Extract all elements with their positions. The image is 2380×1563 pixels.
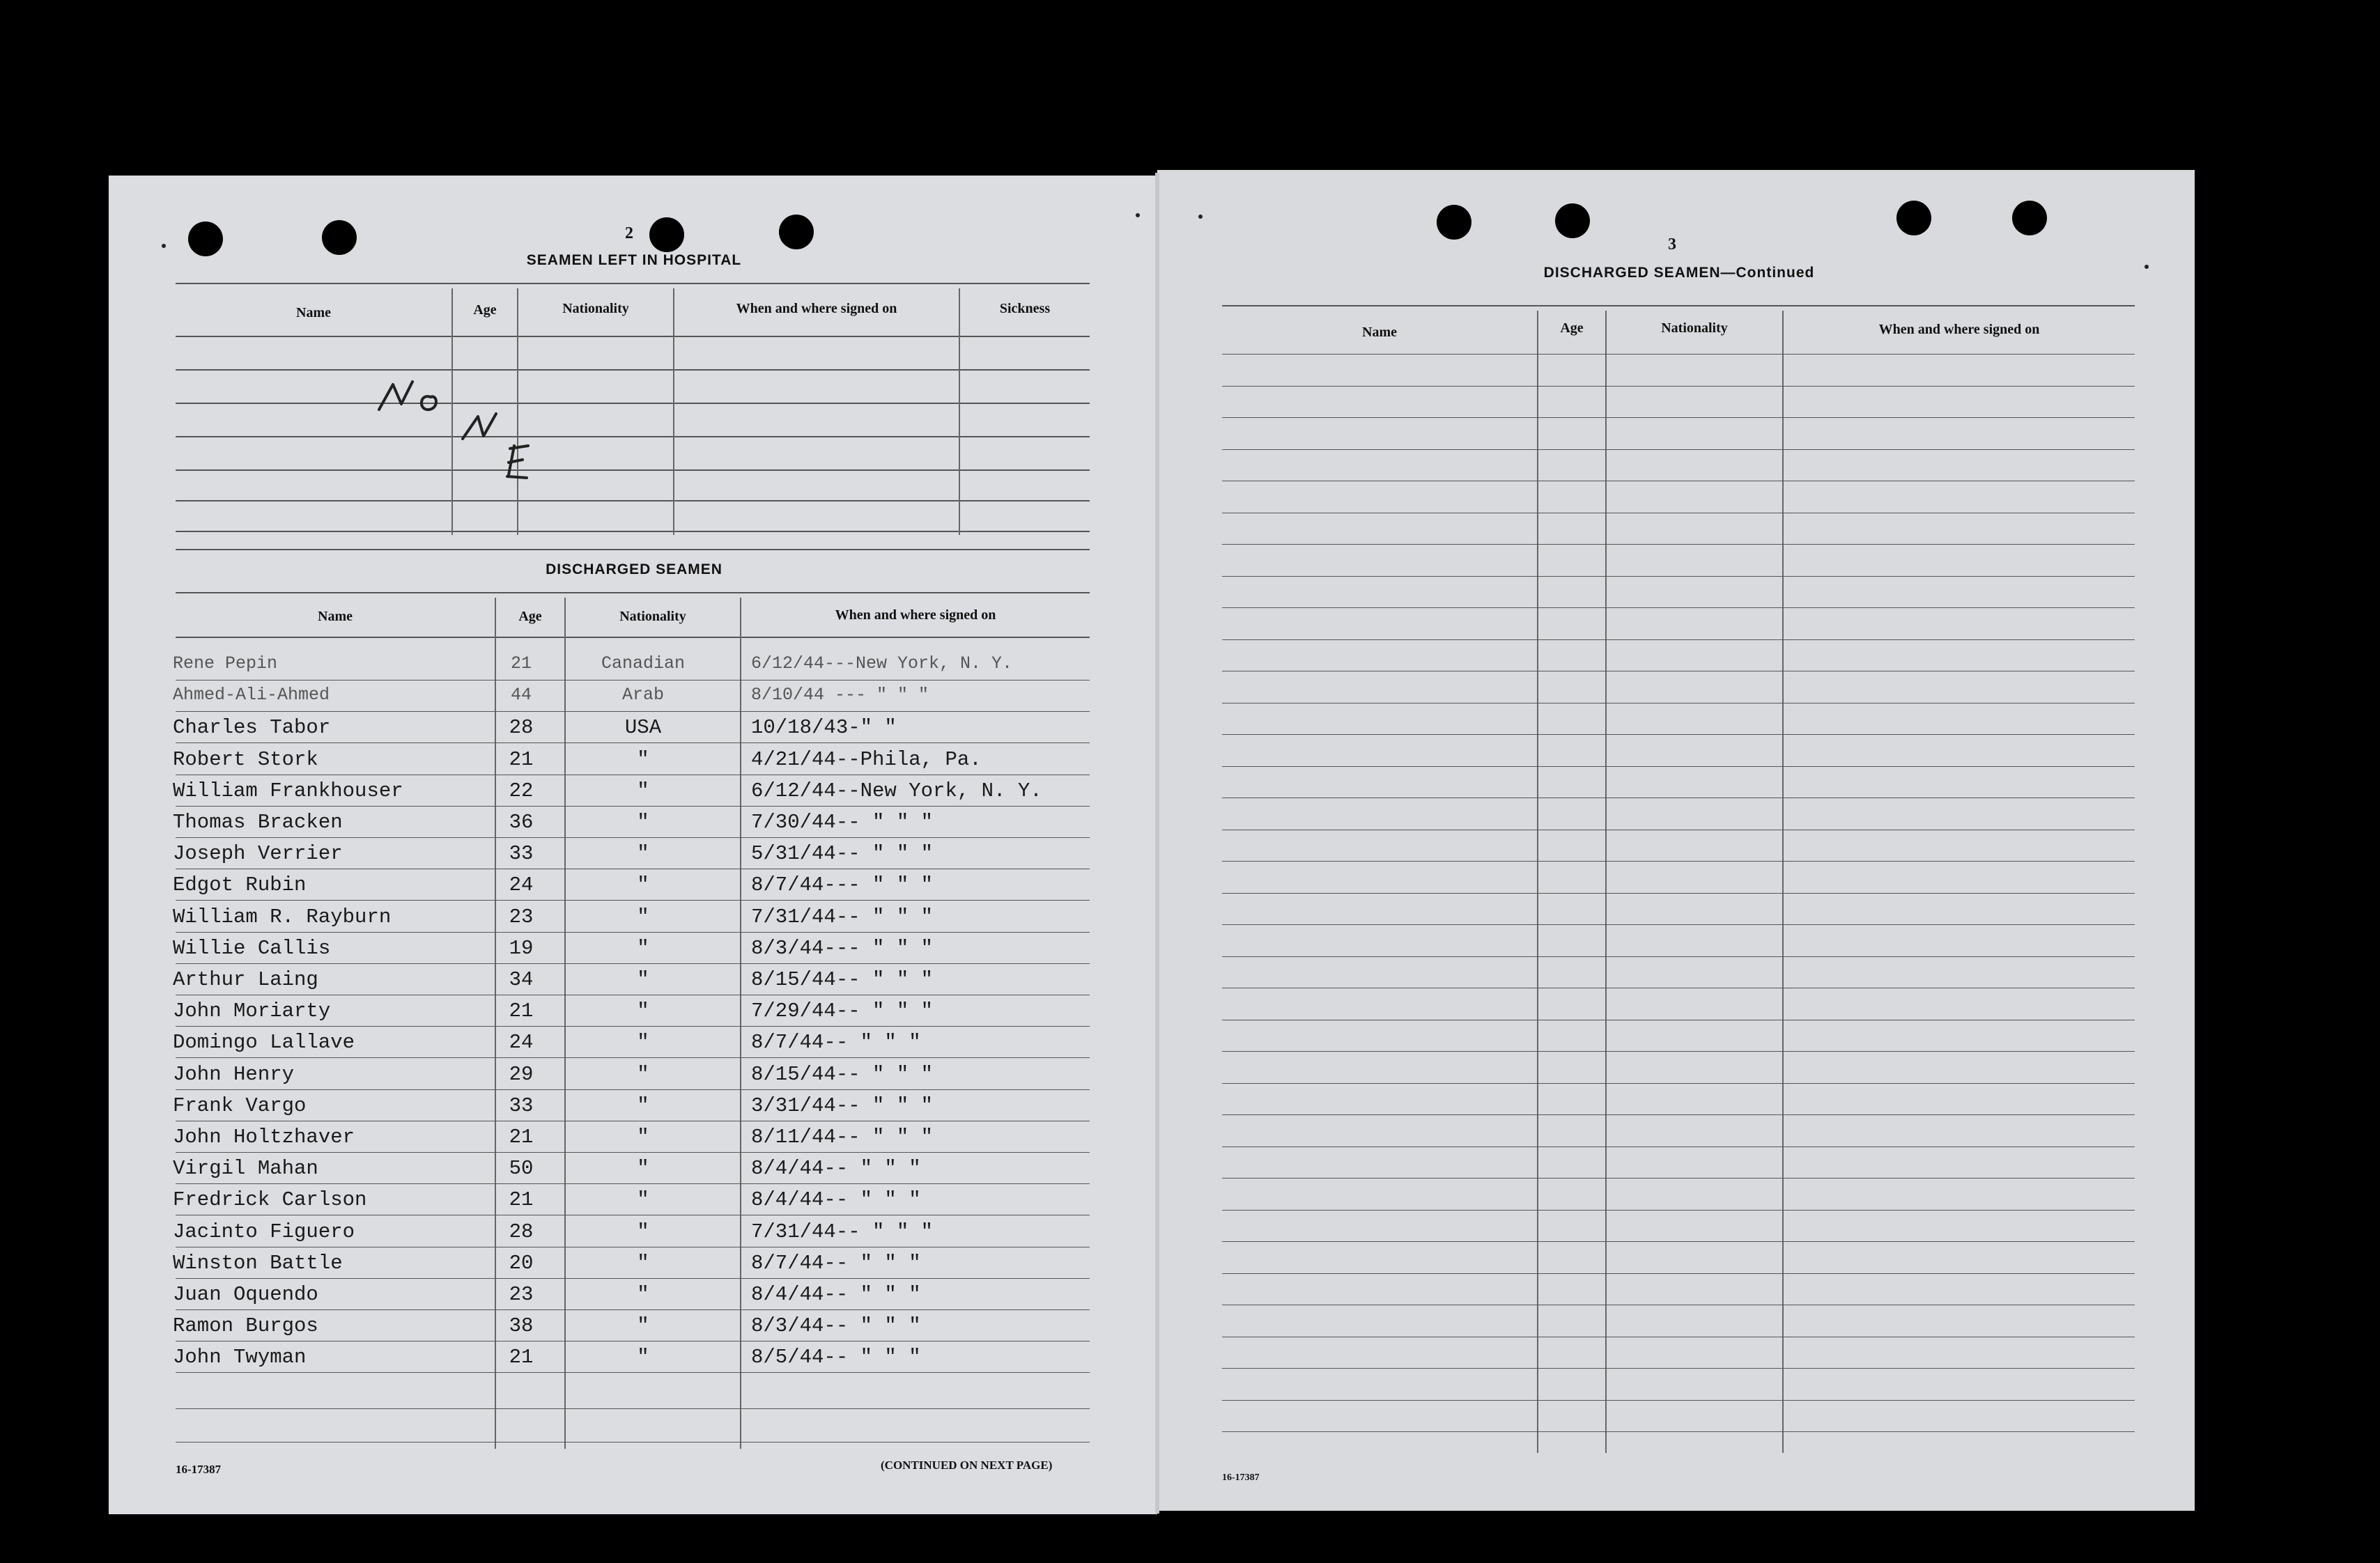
hospital-section-title: SEAMEN LEFT IN HOSPITAL xyxy=(526,252,742,268)
row-rule xyxy=(1222,417,2135,418)
row-rule xyxy=(176,1183,1090,1184)
row-when: 7/30/44-- " " " xyxy=(751,811,934,834)
row-nationality: " xyxy=(637,905,649,928)
row-nationality: " xyxy=(637,1252,649,1275)
hospital-table-rule xyxy=(176,469,1090,471)
row-when: 8/4/44-- " " " xyxy=(751,1157,921,1180)
row-rule xyxy=(1222,956,2135,957)
right-col-when: When and where signed on xyxy=(1878,322,2040,337)
row-rule xyxy=(1222,766,2135,767)
row-nationality: " xyxy=(637,1314,649,1337)
punch-hole xyxy=(649,217,684,252)
row-age: 19 xyxy=(509,937,534,960)
row-nationality: " xyxy=(637,1094,649,1117)
row-nationality: " xyxy=(637,937,649,960)
discharged-col-divider xyxy=(740,598,741,1449)
row-name: Domingo Lallave xyxy=(173,1031,355,1054)
right-col-divider xyxy=(1782,311,1784,1453)
hospital-table-rule xyxy=(176,531,1090,532)
row-age: 24 xyxy=(509,873,534,896)
row-age: 28 xyxy=(509,716,534,739)
row-rule xyxy=(1222,1051,2135,1052)
row-when: 5/31/44-- " " " xyxy=(751,842,934,865)
row-age: 36 xyxy=(509,811,534,834)
row-name: John Henry xyxy=(173,1063,295,1086)
discharged-col-name: Name xyxy=(318,609,353,624)
discharged-table-top-rule xyxy=(176,592,1090,593)
row-nationality: " xyxy=(637,779,649,802)
punch-hole xyxy=(2012,201,2047,235)
row-rule xyxy=(176,1152,1090,1153)
row-age: 38 xyxy=(509,1314,534,1337)
hospital-table-top-rule xyxy=(176,283,1090,284)
row-rule xyxy=(176,711,1090,712)
row-name: Arthur Laing xyxy=(173,968,318,991)
row-age: 23 xyxy=(509,1283,534,1306)
right-col-divider xyxy=(1605,311,1607,1453)
row-age: 21 xyxy=(510,653,532,674)
row-rule xyxy=(1222,607,2135,608)
row-rule xyxy=(1222,1400,2135,1401)
discharged-col-nationality: Nationality xyxy=(619,609,686,624)
hospital-table-rule xyxy=(176,369,1090,371)
right-page xyxy=(1157,170,2195,1511)
hospital-table-bottom-rule xyxy=(176,549,1090,550)
row-rule xyxy=(176,837,1090,838)
row-when: 8/3/44--- " " " xyxy=(751,937,934,960)
row-rule xyxy=(176,1026,1090,1027)
row-when: 6/12/44--New York, N. Y. xyxy=(751,779,1042,802)
row-name: Fredrick Carlson xyxy=(173,1188,367,1211)
row-nationality: " xyxy=(637,1188,649,1211)
row-age: 23 xyxy=(509,905,534,928)
row-name: Jacinto Figuero xyxy=(173,1220,355,1243)
row-age: 22 xyxy=(509,779,534,802)
speck xyxy=(1198,215,1203,219)
row-rule xyxy=(1222,1146,2135,1147)
row-rule xyxy=(1222,386,2135,387)
row-age: 21 xyxy=(509,1188,534,1211)
row-when: 8/7/44-- " " " xyxy=(751,1252,921,1275)
right-col-nationality: Nationality xyxy=(1661,320,1728,336)
row-nationality: " xyxy=(637,748,649,771)
row-rule xyxy=(1222,1241,2135,1242)
row-when: 8/11/44-- " " " xyxy=(751,1126,934,1149)
row-nationality: USA xyxy=(624,716,662,739)
row-rule xyxy=(176,1372,1090,1373)
right-col-name: Name xyxy=(1362,325,1397,340)
hospital-table-rule xyxy=(176,436,1090,437)
row-rule xyxy=(1222,1083,2135,1084)
speck xyxy=(2145,265,2149,269)
row-rule xyxy=(1222,576,2135,577)
hospital-col-age: Age xyxy=(473,302,497,318)
row-name: John Moriarty xyxy=(173,1000,331,1022)
row-when: 10/18/43-" " xyxy=(751,716,897,739)
row-name: Frank Vargo xyxy=(173,1094,307,1117)
row-rule xyxy=(176,1341,1090,1342)
row-nationality: " xyxy=(637,1031,649,1054)
row-when: 4/21/44--Phila, Pa. xyxy=(751,748,982,771)
row-age: 21 xyxy=(509,1000,534,1022)
row-rule xyxy=(176,742,1090,743)
row-name: Juan Oquendo xyxy=(173,1283,318,1306)
row-rule xyxy=(1222,1368,2135,1369)
row-name: William R. Rayburn xyxy=(173,905,392,928)
row-name: Edgot Rubin xyxy=(173,873,307,896)
row-nationality: " xyxy=(637,1157,649,1180)
row-age: 24 xyxy=(509,1031,534,1054)
row-name: Charles Tabor xyxy=(173,716,331,739)
discharged-section-title: DISCHARGED SEAMEN xyxy=(546,561,722,577)
row-when: 6/12/44---New York, N. Y. xyxy=(751,653,1013,674)
row-rule xyxy=(1222,861,2135,862)
right-section-title: DISCHARGED SEAMEN—Continued xyxy=(1543,265,1815,281)
row-rule xyxy=(176,1309,1090,1310)
row-when: 8/7/44-- " " " xyxy=(751,1031,921,1054)
row-nationality: Canadian xyxy=(601,653,686,674)
row-when: 8/5/44-- " " " xyxy=(751,1346,921,1369)
hospital-col-divider xyxy=(673,288,674,535)
row-rule xyxy=(176,1278,1090,1279)
hospital-col-when: When and where signed on xyxy=(736,301,897,316)
row-when: 8/10/44 --- " " " xyxy=(751,685,929,705)
row-age: 29 xyxy=(509,1063,534,1086)
continued-note: (CONTINUED ON NEXT PAGE) xyxy=(881,1459,1053,1472)
row-rule xyxy=(1222,354,2135,355)
row-nationality: " xyxy=(637,811,649,834)
row-rule xyxy=(176,680,1090,681)
row-rule xyxy=(1222,893,2135,894)
row-age: 28 xyxy=(509,1220,534,1243)
row-nationality: " xyxy=(637,1283,649,1306)
row-when: 8/15/44-- " " " xyxy=(751,1063,934,1086)
row-name: Willie Callis xyxy=(173,937,331,960)
right-col-age: Age xyxy=(1560,320,1584,336)
row-rule xyxy=(1222,1210,2135,1211)
hospital-table-rule xyxy=(176,500,1090,501)
row-rule xyxy=(176,1089,1090,1090)
row-when: 7/31/44-- " " " xyxy=(751,1220,934,1243)
row-name: Joseph Verrier xyxy=(173,842,343,865)
hospital-col-nationality: Nationality xyxy=(562,301,629,316)
row-age: 34 xyxy=(509,968,534,991)
row-rule xyxy=(176,932,1090,933)
left-form-number: 16-17387 xyxy=(176,1463,222,1476)
row-when: 8/7/44--- " " " xyxy=(751,873,934,896)
row-nationality: " xyxy=(637,1346,649,1369)
row-nationality: " xyxy=(637,1063,649,1086)
row-nationality: " xyxy=(637,1126,649,1149)
row-nationality: " xyxy=(637,1000,649,1022)
row-rule xyxy=(1222,1273,2135,1274)
row-rule xyxy=(1222,544,2135,545)
punch-hole xyxy=(779,215,814,249)
row-name: John Twyman xyxy=(173,1346,307,1369)
discharged-col-age: Age xyxy=(518,609,542,624)
punch-hole xyxy=(1555,203,1590,238)
row-age: 21 xyxy=(509,748,534,771)
row-rule xyxy=(1222,924,2135,925)
row-rule xyxy=(1222,1178,2135,1179)
row-when: 7/31/44-- " " " xyxy=(751,905,934,928)
hospital-table-header-rule xyxy=(176,336,1090,337)
row-age: 33 xyxy=(509,842,534,865)
right-col-divider xyxy=(1537,311,1538,1453)
row-nationality: " xyxy=(637,1220,649,1243)
left-page-number: 2 xyxy=(625,224,633,242)
row-rule xyxy=(1222,639,2135,640)
row-rule xyxy=(1222,1114,2135,1115)
row-name: Ramon Burgos xyxy=(173,1314,318,1337)
speck xyxy=(162,244,166,248)
punch-hole xyxy=(1437,205,1471,240)
row-rule xyxy=(1222,734,2135,735)
row-rule xyxy=(176,806,1090,807)
discharged-col-when: When and where signed on xyxy=(835,607,996,623)
hospital-table-rule xyxy=(176,403,1090,404)
row-rule xyxy=(176,1408,1090,1409)
row-nationality: " xyxy=(637,873,649,896)
row-when: 7/29/44-- " " " xyxy=(751,1000,934,1022)
row-nationality: Arab xyxy=(621,685,664,705)
row-age: 33 xyxy=(509,1094,534,1117)
row-name: John Holtzhaver xyxy=(173,1126,355,1149)
punch-hole xyxy=(188,221,223,256)
row-when: 8/4/44-- " " " xyxy=(751,1188,921,1211)
row-nationality: " xyxy=(637,842,649,865)
row-name: Rene Pepin xyxy=(173,653,278,674)
hospital-col-divider xyxy=(959,288,960,535)
row-when: 8/15/44-- " " " xyxy=(751,968,934,991)
speck xyxy=(1136,213,1140,217)
row-rule xyxy=(176,900,1090,901)
punch-hole xyxy=(1896,201,1931,235)
row-age: 21 xyxy=(509,1346,534,1369)
row-when: 8/3/44-- " " " xyxy=(751,1314,921,1337)
row-rule xyxy=(1222,1431,2135,1432)
row-rule xyxy=(176,1057,1090,1058)
row-rule xyxy=(176,963,1090,964)
row-nationality: " xyxy=(637,968,649,991)
discharged-table-header-rule xyxy=(176,637,1090,638)
row-name: Robert Stork xyxy=(173,748,318,771)
row-age: 21 xyxy=(509,1126,534,1149)
row-name: Thomas Bracken xyxy=(173,811,343,834)
right-form-number: 16-17387 xyxy=(1222,1472,1260,1483)
row-name: Virgil Mahan xyxy=(173,1157,318,1180)
page-gutter xyxy=(1155,173,1159,1514)
handwritten-none-note xyxy=(373,376,534,495)
row-rule xyxy=(176,1442,1090,1443)
row-name: William Frankhouser xyxy=(173,779,403,802)
right-table-top-rule xyxy=(1222,305,2135,306)
row-name: Winston Battle xyxy=(173,1252,343,1275)
punch-hole xyxy=(322,220,357,255)
row-name: Ahmed-Ali-Ahmed xyxy=(173,685,330,705)
right-page-number: 3 xyxy=(1668,235,1676,254)
row-when: 8/4/44-- " " " xyxy=(751,1283,921,1306)
row-age: 50 xyxy=(509,1157,534,1180)
hospital-col-name: Name xyxy=(296,305,331,320)
row-age: 20 xyxy=(509,1252,534,1275)
row-rule xyxy=(1222,449,2135,450)
row-age: 44 xyxy=(510,685,532,705)
discharged-col-divider xyxy=(495,598,496,1449)
hospital-col-sickness: Sickness xyxy=(999,301,1051,316)
row-when: 3/31/44-- " " " xyxy=(751,1094,934,1117)
